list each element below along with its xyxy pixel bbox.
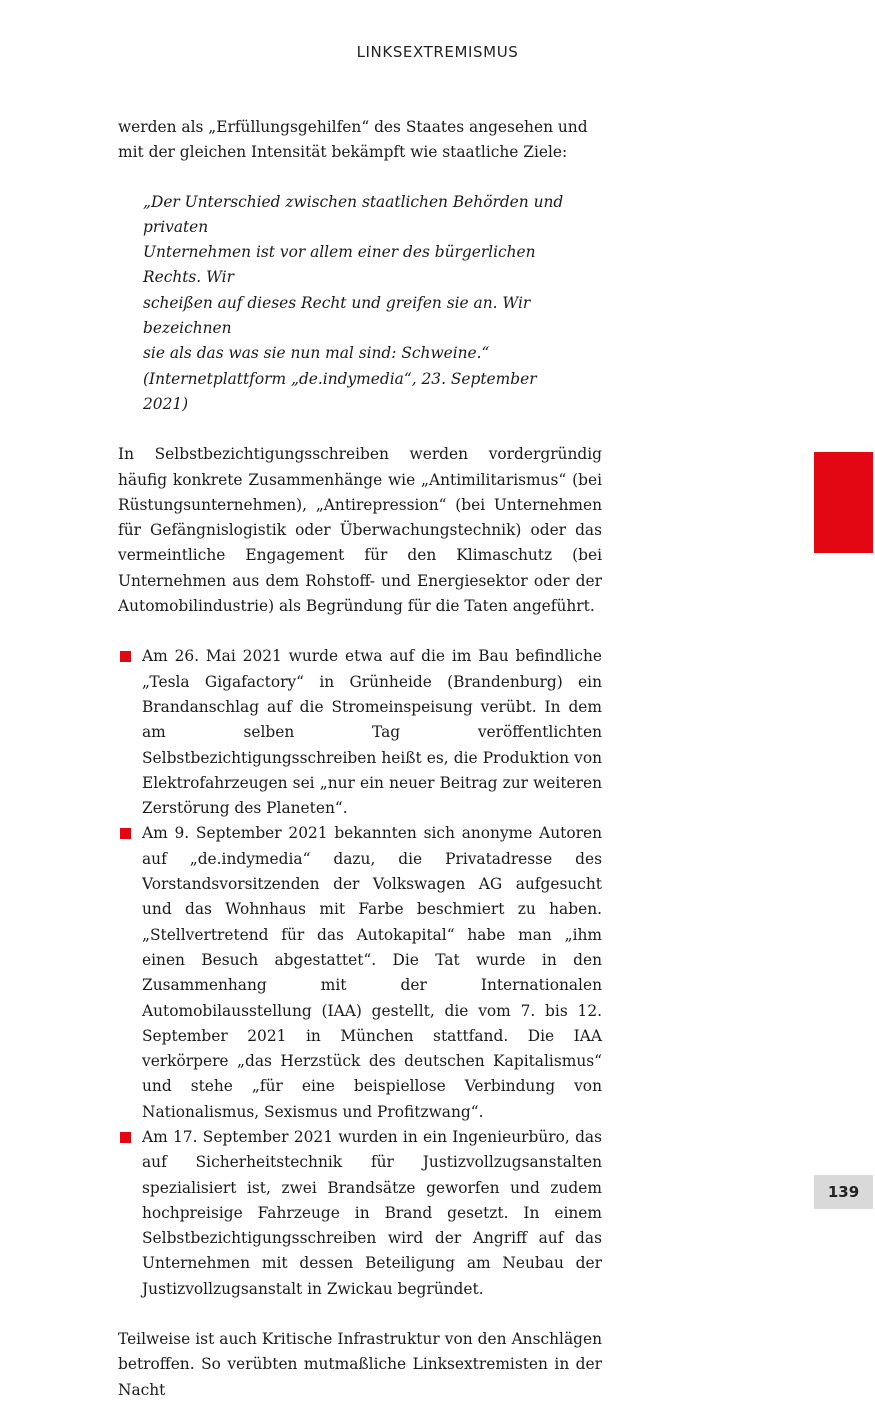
intro-paragraph: werden als „Erfüllungsgehilfen“ des Staates angesehen und mit der gleichen Intensität bekämpft wie staatliche Ziele:	[118, 118, 588, 162]
page-number: 139	[814, 1175, 873, 1209]
list-item-text: Am 17. September 2021 wurden in ein Ingenieurbüro, das auf Sicherheitstechnik für Justizvollzugsanstalten spezialisiert ist, zwei Brandsätze geworfen und zudem hochpreisige Fahrzeuge in Brand gesetzt. In einem Selbstbezichtigungsschreiben wird der Angriff auf das Unternehmen mit dessen Beteiligung am Neubau der Justizvollzugsanstalt in Zwickau begründet.	[142, 1127, 602, 1298]
list-item-text: Am 26. Mai 2021 wurde etwa auf die im Bau befindliche „Tesla Gigafactory“ in Grünheide (Brandenburg) ein Brandanschlag auf die Stromeinspeisung verübt. In dem am selben Tag veröffentlichten Selbstbezichtigungsschreiben heißt es, die Produktion von Elektrofahrzeugen sei „nur ein neuer Beitrag zur weiteren Zerstörung des Planeten“.	[142, 647, 602, 818]
quote-line: „Der Unterschied zwischen staatlichen Behörden und privaten	[143, 192, 564, 236]
block-quote	[143, 190, 579, 418]
red-square-bullet-icon	[120, 1132, 131, 1143]
paragraph: Teilweise ist auch Kritische Infrastruktur von den Anschlägen betroffen. So verübten mutmaßliche Linksextremisten in der Nacht	[118, 1330, 602, 1399]
running-head: LINKSEXTREMISMUS	[356, 43, 519, 61]
chapter-tab-marker	[814, 452, 873, 553]
quote-line: Unternehmen ist vor allem einer des bürgerlichen Rechts. Wir	[143, 243, 536, 287]
text-column	[118, 115, 602, 1403]
list-item	[118, 1125, 602, 1302]
quote-line: sie als das was sie nun mal sind: Schweine.“	[143, 344, 490, 363]
quote-line: scheißen auf dieses Recht und greifen sie an. Wir bezeichnen	[143, 293, 531, 338]
quote-source: (Internetplattform „de.indymedia“, 23. September 2021)	[143, 369, 537, 413]
bullet-list	[118, 644, 602, 1302]
paragraph: In Selbstbezichtigungsschreiben werden vordergründig häufig konkrete Zusammenhänge wie „Antimilitarismus“ (bei Rüstungsunternehmen), „Antirepression“ (bei Unternehmen für Gefängnislogistik oder Überwachungstechnik) oder das vermeintliche Engagement für den Klimaschutz (bei Unternehmen aus dem Rohstoff- und Energiesektor oder der Automobilindustrie) als Begründung für die Taten angeführt.	[118, 445, 602, 616]
red-square-bullet-icon	[120, 828, 131, 839]
list-item	[118, 644, 602, 821]
list-item-text: Am 9. September 2021 bekannten sich anonyme Autoren auf „de.indymedia“ dazu, die Privatadresse des Vorstandsvorsitzenden der Volkswagen AG aufgesucht und das Wohnhaus mit Farbe beschmiert zu haben. „Stellvertretend für das Autokapital“ habe man „ihm einen Besuch abgestattet“. Die Tat wurde in den Zusammenhang mit der Internationalen Automobilausstellung (IAA) gestellt, die vom 7. bis 12. September 2021 in München stattfand. Die IAA verkörpere „das Herzstück des deutschen Kapitalismus“ und stehe „für eine beispiellose Verbindung von Nationalismus, Sexismus und Profitzwang“.	[142, 824, 602, 1121]
list-item	[118, 821, 602, 1125]
red-square-bullet-icon	[120, 651, 131, 662]
